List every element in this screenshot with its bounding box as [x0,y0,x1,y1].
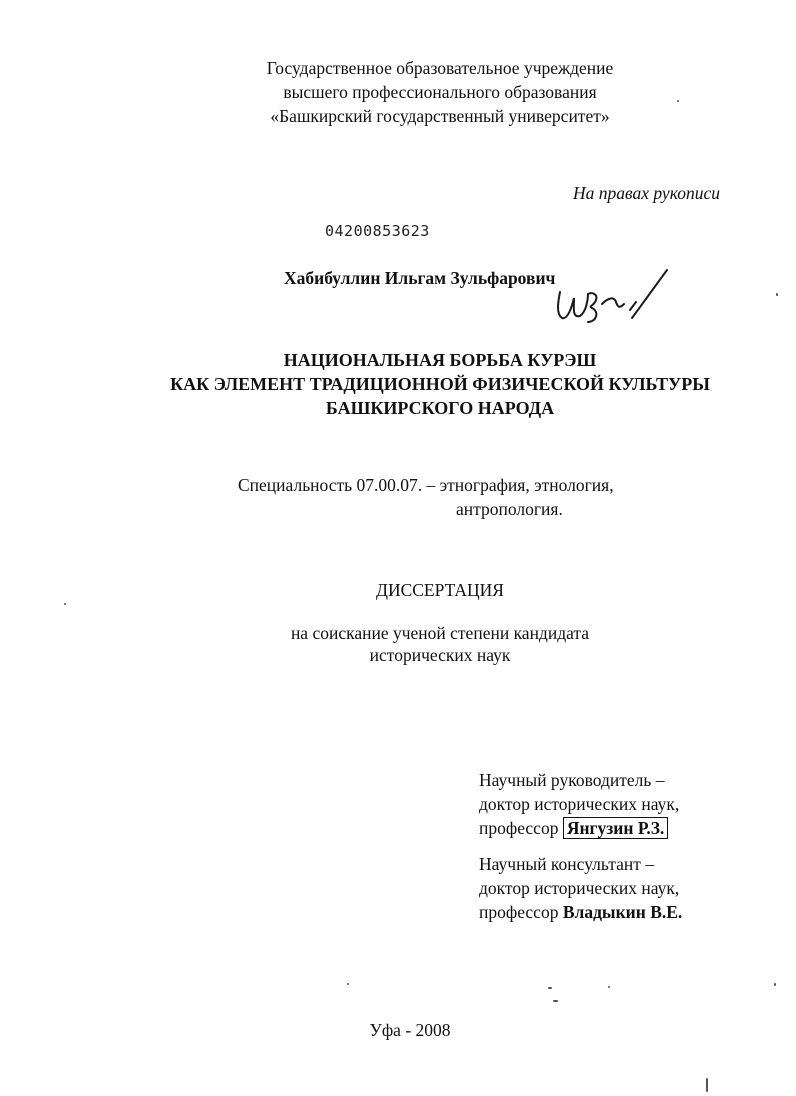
institution-line-1: Государственное образовательное учреждение [266,58,614,78]
scan-speck [64,603,66,605]
consultant-role: Научный консультант – [479,854,654,874]
author-signature [552,262,672,332]
scan-speck [553,1000,558,1002]
stamp-number: 04200853623 [325,222,430,240]
title-line-3: БАШКИРСКОГО НАРОДА [325,398,555,418]
specialty-line-1: Специальность 07.00.07. – этнография, этнология, [238,475,614,495]
supervisor-role: Научный руководитель – [479,770,665,790]
scan-speck [706,1078,708,1092]
consultant-block [479,852,682,924]
supervisor-block [479,768,679,840]
supervisor-name: Янгузин Р.З. [563,817,668,839]
author-name: Хабибуллин Ильгам Зульфарович [284,268,556,288]
supervisor-title: профессор [479,818,559,838]
scan-speck [677,100,679,102]
supervisor-degree: доктор исторических наук, [479,794,680,814]
consultant-degree: доктор исторических наук, [479,878,680,898]
scan-speck [608,986,610,988]
consultant-title: профессор [479,902,559,922]
scan-speck [347,983,349,985]
rights-note: На правах рукописи [573,183,720,203]
scan-speck [774,983,776,986]
title-line-1: НАЦИОНАЛЬНАЯ БОРЬБА КУРЭШ [283,350,597,370]
specialty-line-2: антропология. [456,499,563,519]
title-line-2: КАК ЭЛЕМЕНТ ТРАДИЦИОННОЙ ФИЗИЧЕСКОЙ КУЛЬТУРЫ [170,374,710,394]
dissertation-title [120,348,760,420]
scan-speck [548,987,552,989]
institution-line-2: высшего профессионального образования [283,82,597,102]
degree-line-2: исторических наук [369,645,511,665]
scan-speck [776,293,778,296]
institution-line-3: «Башкирский государственный университет» [270,106,610,126]
degree-sought [220,622,660,666]
institution-header [200,56,680,128]
city-year: Уфа - 2008 [369,1020,451,1040]
specialty [238,473,614,521]
degree-line-1: на соискание ученой степени кандидата [290,623,590,643]
document-type: ДИССЕРТАЦИЯ [376,580,504,600]
consultant-name: Владыкин В.Е. [562,902,683,922]
